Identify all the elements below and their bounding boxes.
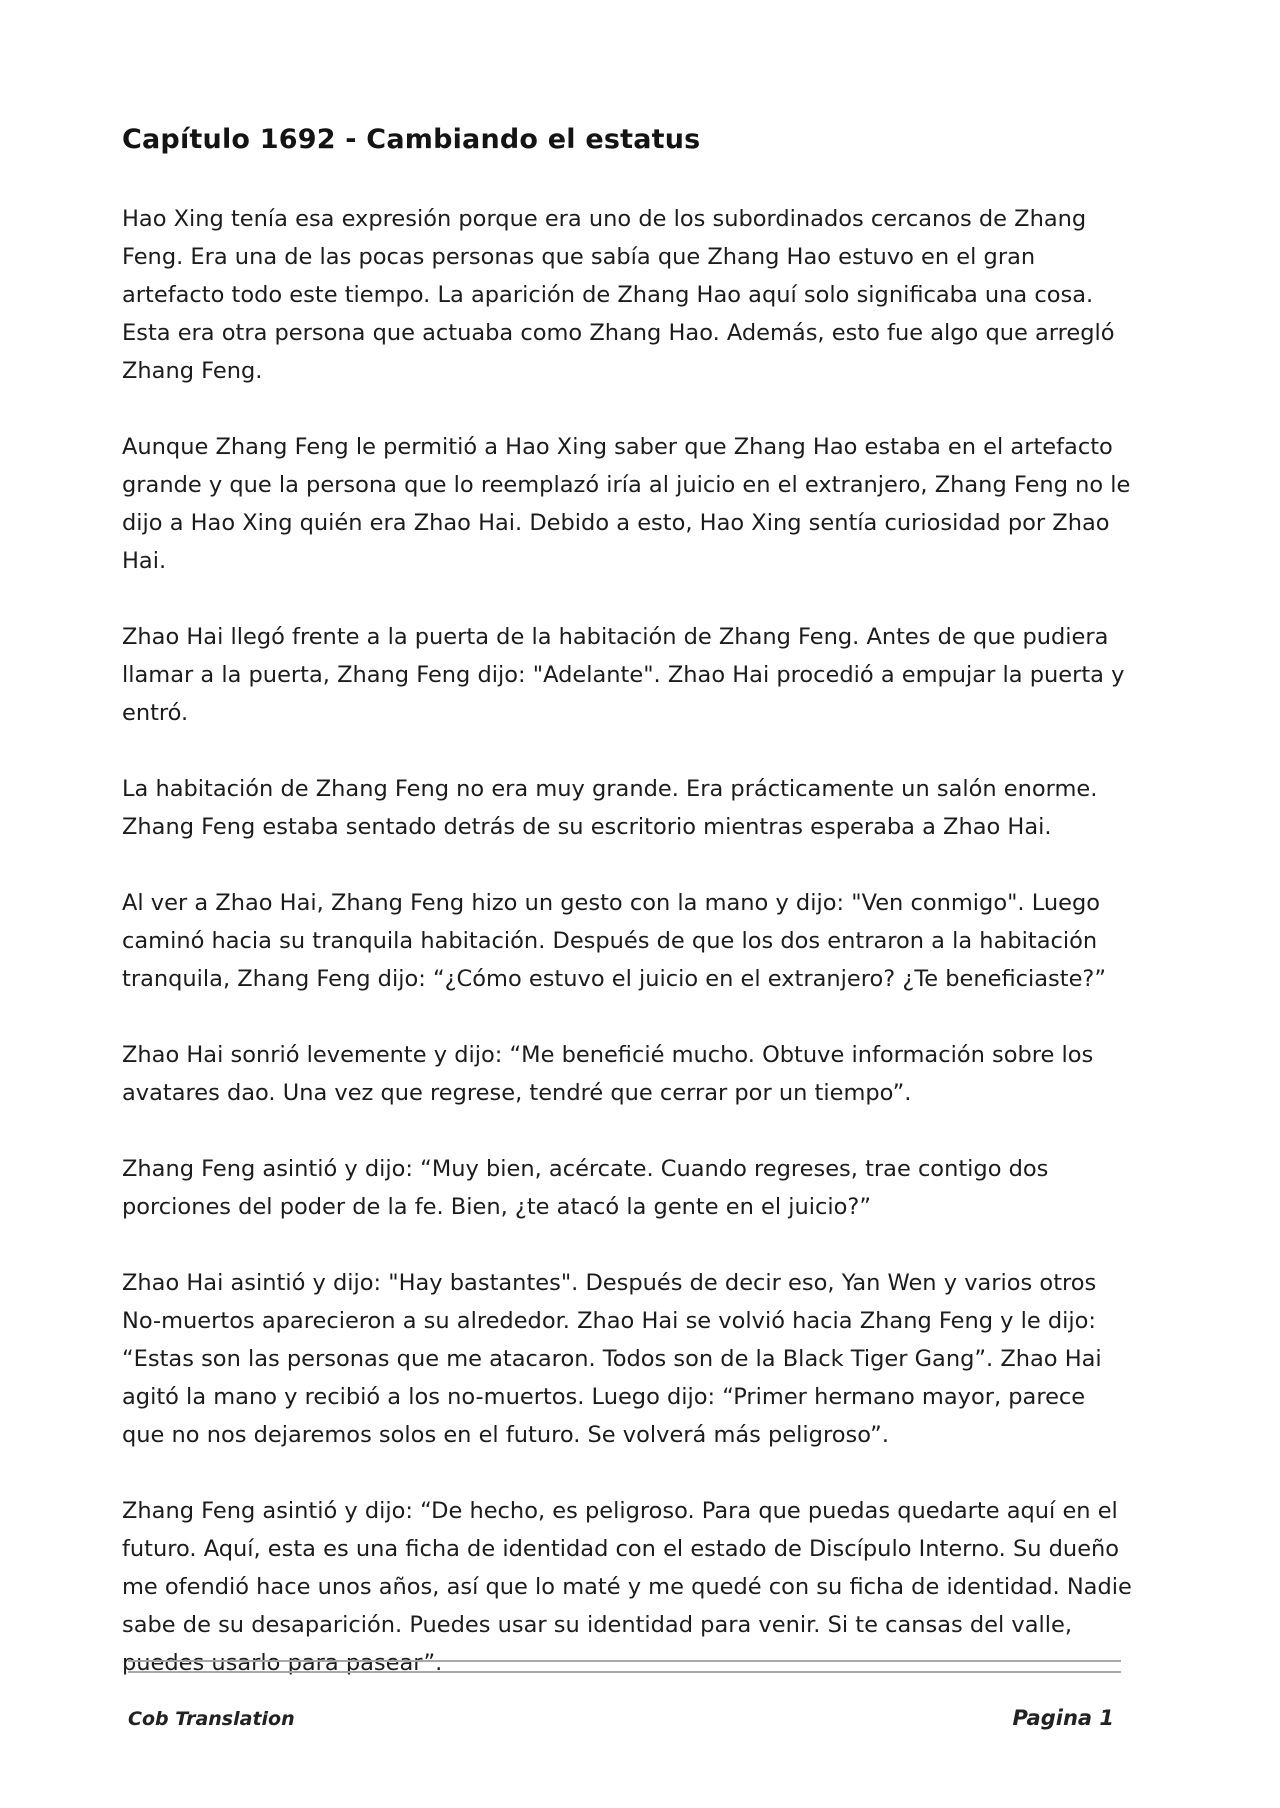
- footer-translator-credit: Cob Translation: [128, 1708, 295, 1730]
- paragraph: Zhang Feng asintió y dijo: “Muy bien, acércate. Cuando regreses, trae contigo dos porciones del poder de la fe. Bien, ¿te atacó la gente en el juicio?”: [122, 1156, 1049, 1220]
- chapter-body: [122, 200, 1132, 1720]
- paragraph: Zhao Hai asintió y dijo: "Hay bastantes". Después de decir eso, Yan Wen y varios otros No-muertos aparecieron a su alrededor. Zhao Hai se volvió hacia Zhang Feng y le dijo: “Estas son las personas que me atacaron. Todos son de la Black Tiger Gang”. Zhao Hai agitó la mano y recibió a los no-muertos. Luego dijo: “Primer hermano mayor, parece que no nos dejaremos solos en el futuro. Se volverá más peligroso”.: [122, 1270, 1102, 1448]
- footer-divider: [128, 1671, 1121, 1673]
- paragraph: Hao Xing tenía esa expresión porque era uno de los subordinados cercanos de Zhang Feng. Era una de las pocas personas que sabía que Zhang Hao estuvo en el gran artefacto todo este tiempo. La aparición de Zhang Hao aquí solo significaba una cosa. Esta era otra persona que actuaba como Zhang Hao. Además, esto fue algo que arregló Zhang Feng.: [122, 206, 1115, 384]
- paragraph: Zhang Feng asintió y dijo: “De hecho, es peligroso. Para que puedas quedarte aquí en el futuro. Aquí, esta es una ficha de identidad con el estado de Discípulo Interno. Su dueño me ofendió hace unos años, así que lo maté y me quedé con su ficha de identidad. Nadie sabe de su desaparición. Puedes usar su identidad para venir. Si te cansas del valle, puedes usarlo para pasear”.: [122, 1498, 1132, 1676]
- footer-page-number: Pagina 1: [1012, 1706, 1114, 1730]
- paragraph: La habitación de Zhang Feng no era muy grande. Era prácticamente un salón enorme. Zhang Feng estaba sentado detrás de su escritorio mientras esperaba a Zhao Hai.: [122, 776, 1098, 840]
- paragraph: Zhao Hai sonrió levemente y dijo: “Me beneficié mucho. Obtuve información sobre los avatares dao. Una vez que regrese, tendré que cerrar por un tiempo”.: [122, 1042, 1094, 1106]
- paragraph: Zhao Hai llegó frente a la puerta de la habitación de Zhang Feng. Antes de que pudiera llamar a la puerta, Zhang Feng dijo: "Adelante". Zhao Hai procedió a empujar la puerta y entró.: [122, 624, 1125, 726]
- paragraph: Aunque Zhang Feng le permitió a Hao Xing saber que Zhang Hao estaba en el artefacto grande y que la persona que lo reemplazó iría al juicio en el extranjero, Zhang Feng no le dijo a Hao Xing quién era Zhao Hai. Debido a esto, Hao Xing sentía curiosidad por Zhao Hai.: [122, 434, 1131, 574]
- chapter-title: Capítulo 1692 - Cambiando el estatus: [122, 124, 701, 155]
- paragraph: Al ver a Zhao Hai, Zhang Feng hizo un gesto con la mano y dijo: "Ven conmigo". Luego caminó hacia su tranquila habitación. Después de que los dos entraron a la habitación tranquila, Zhang Feng dijo: “¿Cómo estuvo el juicio en el extranjero? ¿Te beneficiaste?”: [122, 890, 1107, 992]
- footer-divider: [128, 1660, 1121, 1662]
